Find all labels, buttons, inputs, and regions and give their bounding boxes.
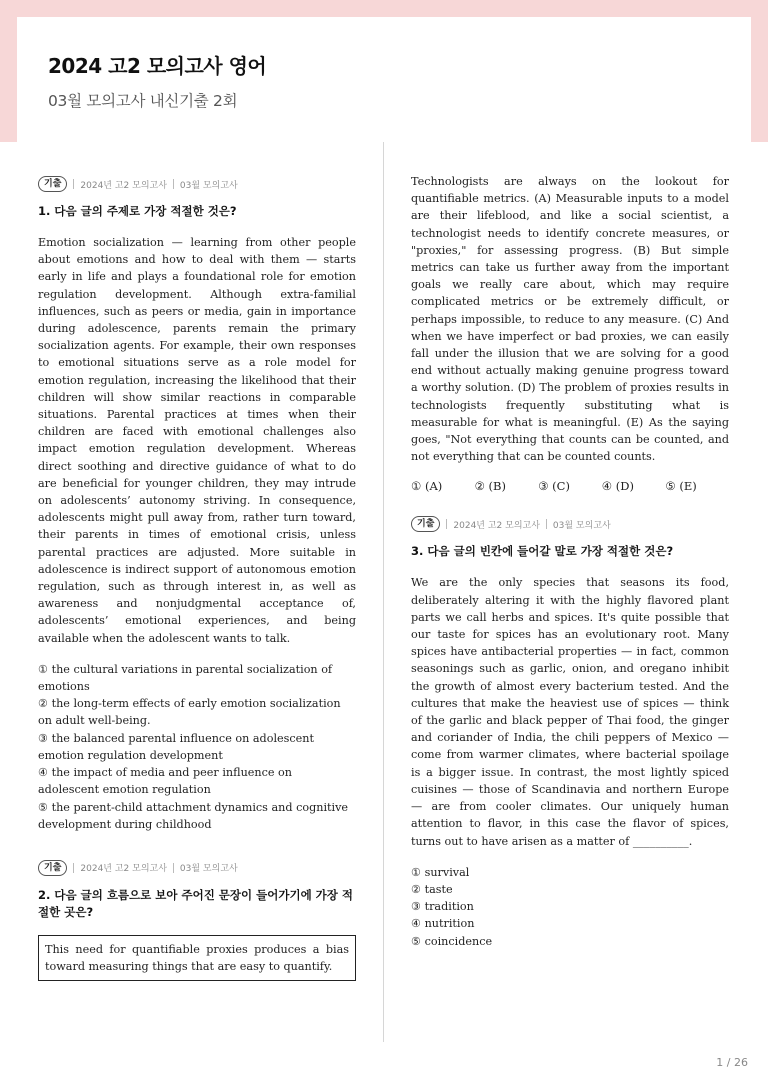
question-2-tagline xyxy=(38,859,356,877)
document-subtitle: 03월 모의고사 내신기출 2회 xyxy=(48,92,238,110)
option: ③ the balanced parental influence on adolescent emotion regulation development xyxy=(38,731,314,762)
question-3-options xyxy=(411,864,729,950)
page-number: 1 / 26 xyxy=(716,1056,748,1069)
source-year: 2024년 고2 모의고사 xyxy=(80,180,167,191)
option: ① (A) xyxy=(411,479,443,494)
option: ① the cultural variations in parental socialization of emotions xyxy=(38,662,333,694)
question-1-options xyxy=(38,661,356,833)
source-year: 2024년 고2 모의고사 xyxy=(80,864,167,875)
header-card xyxy=(17,17,751,142)
source-month: 03월 모의고사 xyxy=(179,180,238,191)
separator xyxy=(73,179,74,189)
option: ④ nutrition xyxy=(411,917,475,931)
option: ⑤ the parent-child attachment dynamics and cognitive development during childhood xyxy=(38,800,349,831)
separator xyxy=(173,863,174,873)
option: ⑤ (E) xyxy=(665,479,697,494)
source-month: 03월 모의고사 xyxy=(552,520,611,531)
question-2-title: 2. 다음 글의 흐름으로 보아 주어진 문장이 들어가기에 가장 적절한 곳은? xyxy=(38,887,354,919)
right-column xyxy=(411,173,729,950)
question-2-options xyxy=(411,477,729,495)
option: ① survival xyxy=(411,865,470,879)
option: ④ the impact of media and peer influence on adolescent emotion regulation xyxy=(38,766,292,797)
option: ② the long-term effects of early emotion socialization on adult well-being. xyxy=(38,697,341,728)
source-badge: 기출 xyxy=(38,860,67,876)
question-2-passage: Technologists are always on the lookout for quantifiable metrics. (A) Measurable inputs to a model are their lifeblood, and like a social scientist, a technologist needs to identify concrete measures, or "proxies," for assessing progress. (B) But simple metrics can take us further away from the important goals we really care about, which may require complicated metrics or be extremely difficult, or perhaps impossible, to reduce to any measure. (C) And when we have imperfect or bad proxies, we can easily fall under the illusion that we are solving for a good end without actually making genuine progress toward a worthy solution. (D) The problem of proxies results in technologists frequently substituting what is measurable for what is meaningful. (E) As the saying goes, "Not everything that counts can be counted, and not everything that can be counted counts. xyxy=(411,175,729,464)
document-title: 2024 고2 모의고사 영어 xyxy=(48,54,267,78)
source-month: 03월 모의고사 xyxy=(179,864,238,875)
option: ② taste xyxy=(411,882,453,896)
question-2-given-sentence: This need for quantifiable proxies produces a bias toward measuring things that are easy to quantify. xyxy=(38,935,356,981)
option: ④ (D) xyxy=(601,479,634,494)
question-3-passage: We are the only species that seasons its food, deliberately altering it with the highly flavored plant parts we call herbs and spices. It's quite possible that our taste for spices has an evolutionary root. Many spices have antibacterial properties — in fact, common seasonings such as garlic, onion, and oregano inhibit the growth of almost every bacterium tested. And the cultures that make the heaviest use of spices — think of the garlic and black pepper of Thai food, the ginger and coriander of India, the chili peppers of Mexico — come from warmer climates, where bacterial spoilage is a bigger issue. In contrast, the most lightly spiced cuisines — those of Scandinavia and northern Europe — are from cooler climates. Our uniquely human attention to flavor, in this case the flavor of spices, turns out to have arisen as a matter of __________. xyxy=(411,576,729,848)
question-1-passage: Emotion socialization — learning from other people about emotions and how to deal with them — starts early in life and plays a foundational role for emotion regulation development. Although extra-familial influences, such as peers or media, gain in importance during adolescence, parents remain the primary socialization agents. For example, their own responses to emotional situations serve as a role model for emotion regulation, increasing the likelihood that their children will show similar reactions in comparable situations. Parental practices at times when their children are faced with emotional challenges also impact emotion regulation development. Whereas direct soothing and directive guidance of what to do are beneficial for younger children, they may intrude on adolescents’ autonomy striving. In consequence, adolescents might pull away from, rather turn toward, their parents in times of emotional crisis, unless parental practices are adjusted. More suitable in adolescence is indirect support of autonomous emotion regulation, such as through interest in, as well as awareness and nonjudgmental acceptance of, adolescents’ emotional experiences, and being available when the adolescent wants to talk. xyxy=(38,236,356,645)
left-column xyxy=(38,175,356,981)
source-badge: 기출 xyxy=(411,516,440,532)
separator xyxy=(173,179,174,189)
question-1-tagline xyxy=(38,175,356,193)
separator xyxy=(546,519,547,529)
column-divider xyxy=(383,142,384,1042)
option: ⑤ coincidence xyxy=(411,934,493,948)
option: ③ (C) xyxy=(538,479,570,494)
source-badge: 기출 xyxy=(38,176,67,192)
separator xyxy=(73,863,74,873)
question-1-title: 1. 다음 글의 주제로 가장 적절한 것은? xyxy=(38,204,237,218)
source-year: 2024년 고2 모의고사 xyxy=(453,520,540,531)
option: ② (B) xyxy=(474,479,506,494)
separator xyxy=(446,519,447,529)
option: ③ tradition xyxy=(411,900,474,914)
question-3-title: 3. 다음 글의 빈칸에 들어갈 말로 가장 적절한 것은? xyxy=(411,544,674,559)
question-3-tagline xyxy=(411,515,729,533)
